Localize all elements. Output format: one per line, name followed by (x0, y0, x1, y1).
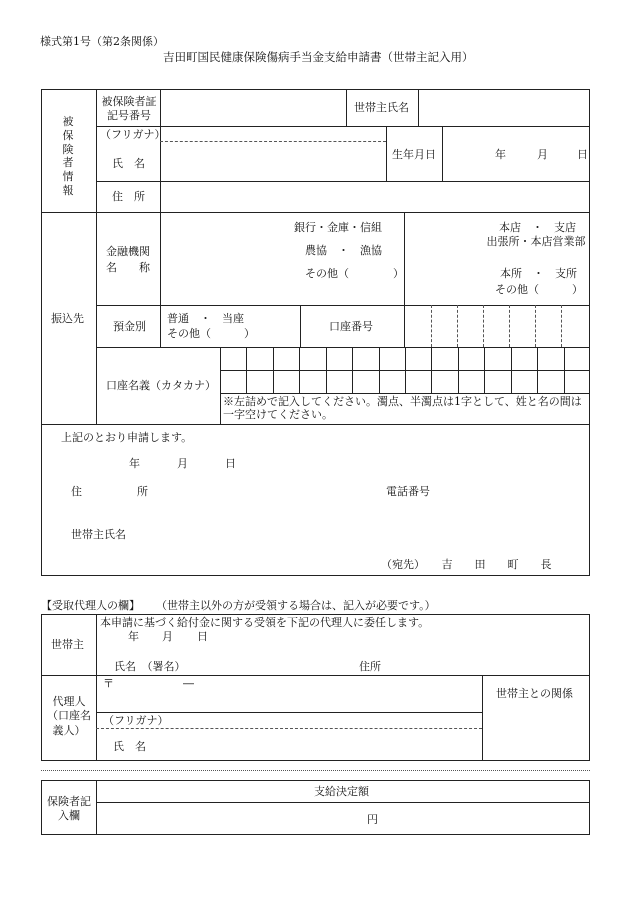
furigana-dashed-line (160, 141, 386, 142)
divider (418, 89, 419, 126)
declaration-month-unit: 月 (177, 457, 188, 470)
divider (220, 393, 590, 394)
kana-cell-separator (273, 347, 274, 393)
divider (300, 305, 301, 347)
divider (96, 802, 590, 803)
kana-cell-separator (299, 347, 300, 393)
deposit-type-option: 普通 ・ 当座 (167, 312, 244, 325)
householder-name-label: 世帯主氏名 (354, 101, 409, 114)
section-separator (41, 770, 590, 771)
divider (404, 212, 405, 305)
delegation-month-unit: 月 (162, 630, 173, 643)
divider (96, 89, 97, 424)
divider (442, 126, 443, 181)
bank-type-option: その他（ ） (305, 267, 404, 280)
branch-type-option: 本所 ・ 支所 (500, 267, 577, 280)
furigana-dashed-line (96, 728, 482, 729)
kana-cell-separator (537, 347, 538, 393)
relation-label: 世帯主との関係 (496, 687, 573, 700)
bank-label-line2: 名 称 (106, 261, 150, 274)
kana-cell-separator (405, 347, 406, 393)
applicant-phone-label: 電話番号 (386, 485, 430, 498)
divider (386, 126, 387, 181)
divider (220, 347, 221, 424)
form-title: 吉田町国民健康保険傷病手当金支給申請書（世帯主記入用） (163, 50, 474, 64)
delegator-address-label: 住所 (359, 660, 381, 673)
branch-type-option: 本店 ・ 支店 (499, 221, 576, 234)
amount-label: 支給決定額 (314, 785, 369, 798)
deposit-type-option: その他（ ） (167, 327, 255, 340)
kana-cell-separator (484, 347, 485, 393)
currency-unit: 円 (367, 813, 378, 826)
proxy-section-note: （世帯主以外の方が受領する場合は、記入が必要です。） (156, 599, 436, 612)
account-name-note: ※左詰めで記入してください。濁点、半濁点は1字として、姓と名の間は一字空けてください。 (223, 395, 582, 422)
name-label: 氏 名 (112, 157, 145, 170)
birth-year-unit: 年 (495, 148, 506, 161)
proxy-householder-label: 世帯主 (51, 638, 84, 651)
delegation-year-unit: 年 (128, 630, 139, 643)
card-number-label: 被保険者証記号番号 (101, 95, 157, 123)
divider (404, 305, 405, 347)
birth-day-unit: 日 (577, 148, 588, 161)
branch-type-option: その他（ ） (495, 283, 583, 296)
divider (160, 89, 161, 212)
applicant-householder-label: 世帯主氏名 (71, 528, 126, 541)
divider (41, 212, 590, 213)
address-label: 住 所 (112, 190, 145, 203)
divider (96, 305, 590, 306)
agent-furigana-label: （フリガナ） (103, 714, 169, 727)
divider (96, 181, 590, 182)
divider (96, 126, 590, 127)
delegator-signature-label: 氏名 （署名） (114, 660, 186, 673)
kana-cell-separator (431, 347, 432, 393)
agent-name-field[interactable] (160, 730, 480, 759)
agent-label: 代理人（口座名義人） (47, 695, 91, 737)
declaration-year-unit: 年 (129, 457, 140, 470)
kana-cell-separator (246, 347, 247, 393)
delegation-day-unit: 日 (197, 630, 208, 643)
insured-section-label: 被保険者情報 (62, 115, 74, 197)
divider (160, 212, 161, 305)
divider (96, 780, 97, 835)
divider (160, 305, 161, 347)
branch-type-option: 出張所・本店営業部 (486, 235, 586, 248)
divider (41, 424, 590, 425)
address-field[interactable] (162, 183, 588, 210)
divider (96, 614, 97, 761)
householder-name-field[interactable] (420, 91, 588, 124)
account-number-field[interactable] (406, 307, 588, 345)
agent-name-label: 氏 名 (113, 740, 146, 753)
declaration-day-unit: 日 (225, 457, 236, 470)
proxy-section-heading: 【受取代理人の欄】 (41, 599, 140, 612)
furigana-label: （フリガナ） (100, 128, 166, 141)
postal-mark: 〒 (103, 677, 114, 690)
divider (96, 347, 590, 348)
kana-cell-separator (458, 347, 459, 393)
delegation-text: 本申請に基づく給付金に関する受領を下記の代理人に委任します。 (100, 616, 430, 629)
postal-dash: ― (183, 677, 194, 690)
divider (41, 675, 590, 676)
account-name-label: 口座名義（カタカナ） (106, 379, 216, 392)
transfer-section-label: 振込先 (51, 312, 84, 325)
divider (482, 675, 483, 761)
addressee: （宛先） 吉 田 町 長 (381, 558, 552, 571)
birthdate-label: 生年月日 (392, 148, 436, 161)
deposit-type-label: 預金別 (113, 320, 146, 333)
name-field[interactable] (162, 143, 384, 179)
applicant-address-label: 住 所 (71, 485, 148, 498)
declaration-text: 上記のとおり申請します。 (61, 431, 193, 444)
divider (96, 712, 482, 713)
form-number: 様式第1号（第2条関係） (40, 35, 164, 48)
bank-label-line1: 金融機関 (106, 245, 150, 258)
kana-cell-separator (379, 347, 380, 393)
insurer-label: 保険者記入欄 (47, 795, 91, 823)
bank-type-option: 農協 ・ 漁協 (305, 244, 382, 257)
kana-cell-separator (564, 347, 565, 393)
divider (346, 89, 347, 126)
bank-type-option: 銀行・金庫・信組 (294, 221, 382, 234)
birth-month-unit: 月 (537, 148, 548, 161)
account-number-label: 口座番号 (329, 320, 373, 333)
kana-cell-separator (326, 347, 327, 393)
kana-cell-separator (511, 347, 512, 393)
kana-cell-separator (352, 347, 353, 393)
